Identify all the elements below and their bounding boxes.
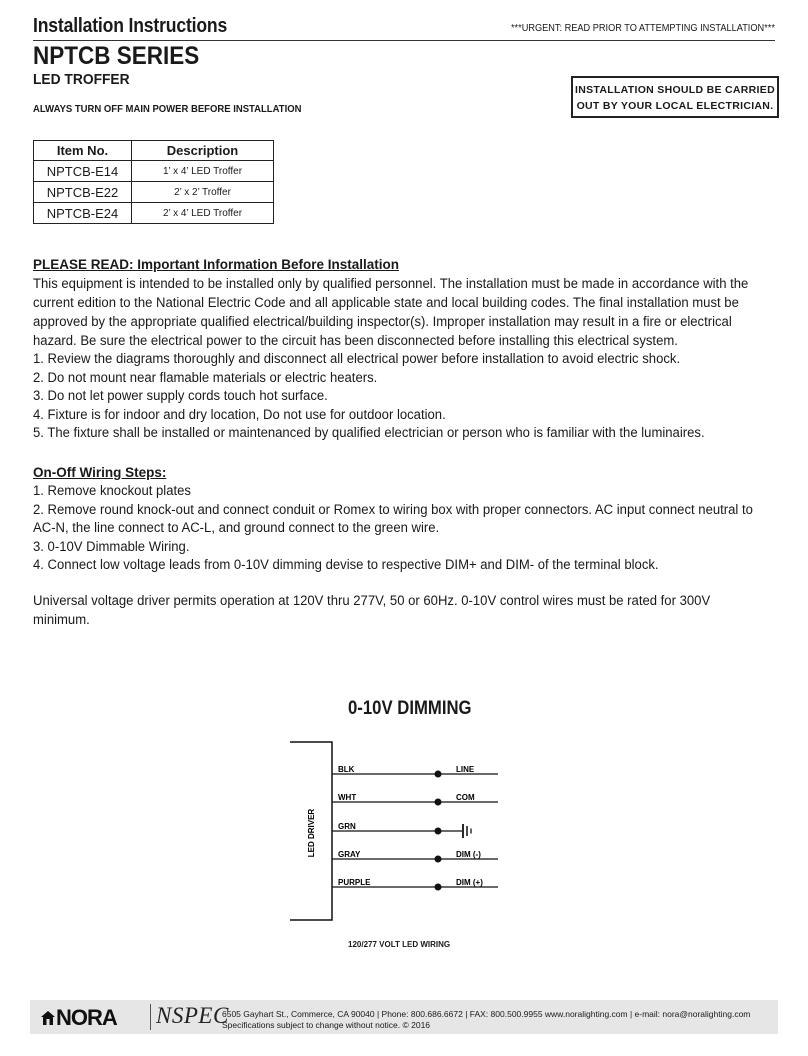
urgent-notice: ***URGENT: READ PRIOR TO ATTEMPTING INSTALLATION***: [511, 23, 775, 34]
nora-house-icon: [40, 1010, 56, 1026]
list-item: 4. Fixture is for indoor and dry location, Do not use for outdoor location.: [33, 406, 446, 422]
terminal-label: COM: [456, 793, 475, 802]
diagram-caption: 120/277 VOLT LED WIRING: [348, 940, 451, 949]
list-item: 5. The fixture shall be installed or maintenanced by qualified electrician or person who is familiar with the luminaires.: [33, 425, 705, 440]
connector-dot: [435, 884, 442, 891]
list-item: 2. Do not mount near flamable materials or electric heaters.: [33, 369, 378, 385]
nora-logo: [40, 1005, 117, 1031]
item-number: NPTCB-E22: [34, 182, 132, 203]
wiring-steps-heading: On-Off Wiring Steps:: [33, 465, 167, 480]
item-number: NPTCB-E24: [34, 203, 132, 224]
list-item: 4. Connect low voltage leads from 0-10V dimming devise to respective DIM+ and DIM- of the terminal block.: [33, 557, 659, 572]
wire-label: GRAY: [338, 850, 361, 859]
wire-label: BLK: [338, 765, 355, 774]
product-subtitle: LED TROFFER: [33, 71, 130, 88]
wiring-diagram: [280, 730, 520, 930]
column-header-description: Description: [132, 141, 274, 161]
item-description: 2’ x 4’ LED Troffer: [132, 203, 274, 224]
nora-logo-text: NORA: [56, 1005, 117, 1030]
ground-icon: [463, 824, 471, 838]
contact-info: 6505 Gayhart St., Commerce, CA 90040 | Phone: 800.686.6672 | FAX: 800.500.9955 www.noralighting.com | e-mail: nora@noralighting.com: [222, 1009, 751, 1019]
disclaimer: Specifications subject to change without notice. © 2016: [222, 1020, 431, 1030]
column-header-item: Item No.: [34, 141, 132, 161]
table-row: [34, 203, 274, 224]
safety-list: [33, 350, 770, 443]
document-title: Installation Instructions: [33, 15, 228, 37]
item-table: [33, 140, 274, 224]
connector-dot: [435, 828, 442, 835]
wire-label: WHT: [338, 793, 357, 802]
important-paragraph: This equipment is intended to be installed only by qualified personnel. The installation must be made in accordance with the current edition to the National Electric Code and all applicable state and local building codes. The final installation must be approved by the appropriate qualified electrical/building inspector(s). Improper installation may result in a fire or electrical hazard. Be sure the electrical power to the circuit has been disconnected before installing this electrical system.: [33, 276, 749, 348]
driver-label: LED DRIVER: [307, 808, 316, 858]
voltage-note: Universal voltage driver permits operation at 120V thru 277V, 50 or 60Hz. 0-10V control wires must be rated for 300V minimum.: [33, 593, 711, 627]
wire-label: PURPLE: [338, 878, 371, 887]
wiring-steps-list: [33, 482, 770, 575]
item-description: 2’ x 2’ Troffer: [132, 182, 274, 203]
list-item: 1. Remove knockout plates: [33, 483, 191, 498]
nspec-logo: NSPEC: [156, 1003, 229, 1028]
list-item: 3. 0-10V Dimmable Wiring.: [33, 538, 190, 554]
list-item: 3. Do not let power supply cords touch hot surface.: [33, 388, 328, 403]
table-row: [34, 182, 274, 203]
logo-divider: [150, 1004, 151, 1030]
wire-label: GRN: [338, 822, 356, 831]
list-item: 1. Review the diagrams thoroughly and disconnect all electrical power before installation to avoid electric shock.: [33, 351, 681, 366]
terminal-label: LINE: [456, 765, 475, 774]
item-number: NPTCB-E14: [34, 161, 132, 182]
diagram-title: 0-10V DIMMING: [348, 698, 472, 719]
notice-line-1: INSTALLATION SHOULD BE CARRIED: [575, 84, 775, 96]
important-heading: PLEASE READ: Important Information Before Installation: [33, 257, 400, 272]
power-warning: ALWAYS TURN OFF MAIN POWER BEFORE INSTALLATION: [33, 104, 302, 115]
electrician-notice-box: [571, 76, 779, 118]
list-item: 2. Remove round knock-out and connect conduit or Romex to wiring box with proper connectors. AC input connect neutral to AC-N, the line connect to AC-L, and ground connect to the green wire.: [33, 501, 753, 535]
terminal-label: DIM (-): [456, 850, 481, 859]
item-description: 1’ x 4’ LED Troffer: [132, 161, 274, 182]
connector-dot: [435, 799, 442, 806]
connector-dot: [435, 856, 442, 863]
notice-line-2: OUT BY YOUR LOCAL ELECTRICIAN.: [576, 100, 774, 112]
connector-dot: [435, 771, 442, 778]
header-divider: [33, 40, 775, 41]
table-row: [34, 161, 274, 182]
terminal-label: DIM (+): [456, 878, 483, 887]
footer: [30, 1000, 778, 1034]
series-title: NPTCB SERIES: [33, 42, 200, 70]
